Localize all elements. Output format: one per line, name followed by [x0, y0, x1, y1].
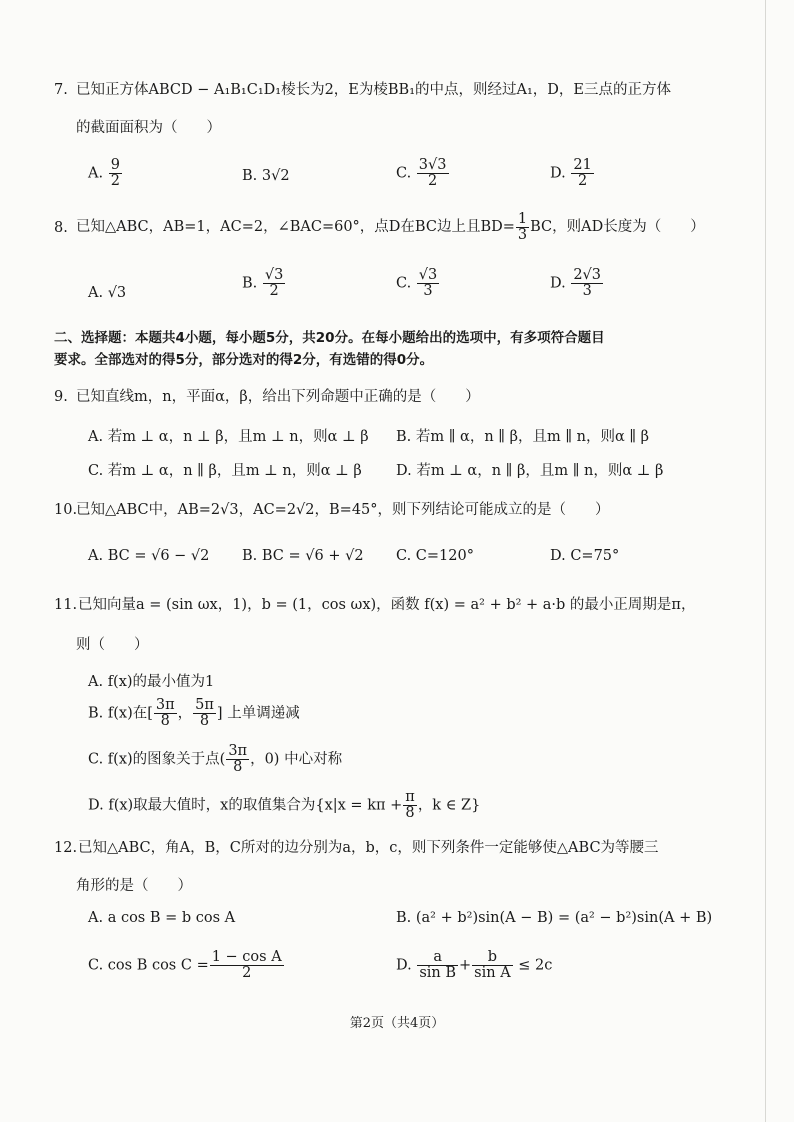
q8-option-c: C. $\frac{√3}{3}$ [396, 267, 438, 300]
q7-option-b: B. 3√2 [242, 168, 290, 184]
q10-stem: 已知△ABC中，AB=2√3，AC=2√2，B=45°，则下列结论可能成立的是（ ） [76, 502, 610, 518]
q10-option-d: D. C=75° [550, 548, 620, 564]
q11-option-c: C. f(x)的图象关于点( $\frac{3\pi}{8}$ ，0) 中心对称 [88, 743, 343, 776]
q8-c-fraction: $\frac{√3}{3}$ [418, 267, 438, 300]
q7-a-fraction: $\frac{9}{2}$ [110, 157, 120, 190]
q7-stem-line2: 的截面面积为（ ） [76, 120, 221, 136]
q12-stem-line1: 已知△ABC，角A，B，C所对的边分别为a，b，c，则下列条件一定能够使△ABC为等腰三 [78, 840, 659, 856]
q7-option-c: C. $\frac{3√3}{2}$ [396, 157, 447, 190]
q11-b-fraction2: $\frac{5\pi}{8}$ [195, 697, 214, 730]
q11-option-b: B. f(x)在[ $\frac{3\pi}{8}$ ， $\frac{5\pi}{8}$ ] 上单调递减 [88, 697, 300, 730]
q9-option-d: D. 若m ⊥ α，n ∥ β，且m ∥ n，则α ⊥ β [396, 463, 664, 479]
q10-option-a: A. BC = √6 − √2 [88, 548, 210, 564]
q11-d-fraction: $\frac{\pi}{8}$ [405, 789, 415, 822]
q11-b-fraction1: $\frac{3\pi}{8}$ [155, 697, 175, 730]
q8-option-d: D. $\frac{2√3}{3}$ [550, 267, 602, 300]
q12-option-d: D. $\frac{a}{\text{sin B}}$ + $\frac{b}{\text{sin A}}$ ≤ 2c [396, 949, 553, 982]
q9-option-a: A. 若m ⊥ α，n ⊥ β，且m ⊥ n，则α ⊥ β [88, 429, 369, 445]
q11-number: 11. [54, 597, 78, 613]
q12-option-c: C. cos B cos C = $\frac{\text{1 − cos A}}{2}$ [88, 949, 282, 982]
q11-stem-line2: 则（ ） [76, 637, 149, 653]
q8-option-a: A. √3 [88, 285, 127, 301]
q12-option-a: A. a cos B = b cos A [88, 910, 236, 926]
q7-option-a: A. $\frac{9}{2}$ [88, 157, 120, 190]
q7-d-fraction: $\frac{21}{2}$ [573, 157, 592, 190]
q9-number: 9. [54, 389, 68, 405]
section2-heading-line1: 二、选择题：本题共4小题，每小题5分，共20分。在每小题给出的选项中，有多项符合题目 [54, 330, 605, 346]
q8-stem-fraction: $\frac{1}{3}$ [517, 211, 528, 244]
page-footer: 第2页（共4页） [349, 1016, 445, 1031]
q11-option-a: A. f(x)的最小值为1 [88, 674, 215, 690]
scan-edge-line [765, 0, 766, 1122]
q9-stem: 已知直线m，n，平面α，β，给出下列命题中正确的是（ ） [76, 389, 480, 405]
q11-c-fraction: $\frac{3\pi}{8}$ [228, 743, 248, 776]
q12-c-fraction: $\frac{\text{1 − cos A}}{2}$ [211, 949, 282, 982]
q10-number: 10. [54, 502, 78, 518]
q11-option-d: D. f(x)取最大值时，x的取值集合为{x|x = kπ + $\frac{\pi}{8}$ ，k ∈ Z} [88, 789, 481, 822]
q11-stem-line1: 已知向量a = (sin ωx，1)，b = (1，cos ωx)，函数 f(x) = a² + b² + a·b 的最小正周期是π， [78, 597, 696, 613]
q8-b-fraction: $\frac{√3}{2}$ [264, 267, 284, 300]
q12-stem-line2: 角形的是（ ） [76, 878, 192, 894]
q12-number: 12. [54, 840, 78, 856]
q12-d-fraction2: $\frac{b}{\text{sin A}}$ [474, 949, 511, 982]
q8-option-b: B. $\frac{√3}{2}$ [242, 267, 284, 300]
q8-stem: 已知△ABC，AB=1，AC=2，∠BAC=60°，点D在BC边上且BD= $\frac{1}{3}$ BC，则AD长度为（ ） [76, 211, 705, 244]
q7-option-d: D. $\frac{21}{2}$ [550, 157, 592, 190]
q9-option-b: B. 若m ∥ α，n ∥ β，且m ∥ n，则α ∥ β [396, 429, 650, 445]
q12-d-fraction1: $\frac{a}{\text{sin B}}$ [419, 949, 457, 982]
q10-option-b: B. BC = √6 + √2 [242, 548, 364, 564]
q7-c-fraction: $\frac{3√3}{2}$ [418, 157, 447, 190]
q8-number: 8. [54, 220, 68, 236]
q7-stem-line1: 已知正方体ABCD − A₁B₁C₁D₁棱长为2，E为棱BB₁的中点，则经过A₁，D，E三点的正方体 [76, 82, 672, 98]
q9-option-c: C. 若m ⊥ α，n ∥ β，且m ⊥ n，则α ⊥ β [88, 463, 362, 479]
section2-heading-line2: 要求。全部选对的得5分，部分选对的得2分，有选错的得0分。 [54, 352, 434, 368]
q10-option-c: C. C=120° [396, 548, 474, 564]
q8-d-fraction: $\frac{2√3}{3}$ [573, 267, 602, 300]
q12-option-b: B. (a² + b²)sin(A − B) = (a² − b²)sin(A + B) [396, 910, 713, 926]
q7-number: 7. [54, 82, 68, 98]
